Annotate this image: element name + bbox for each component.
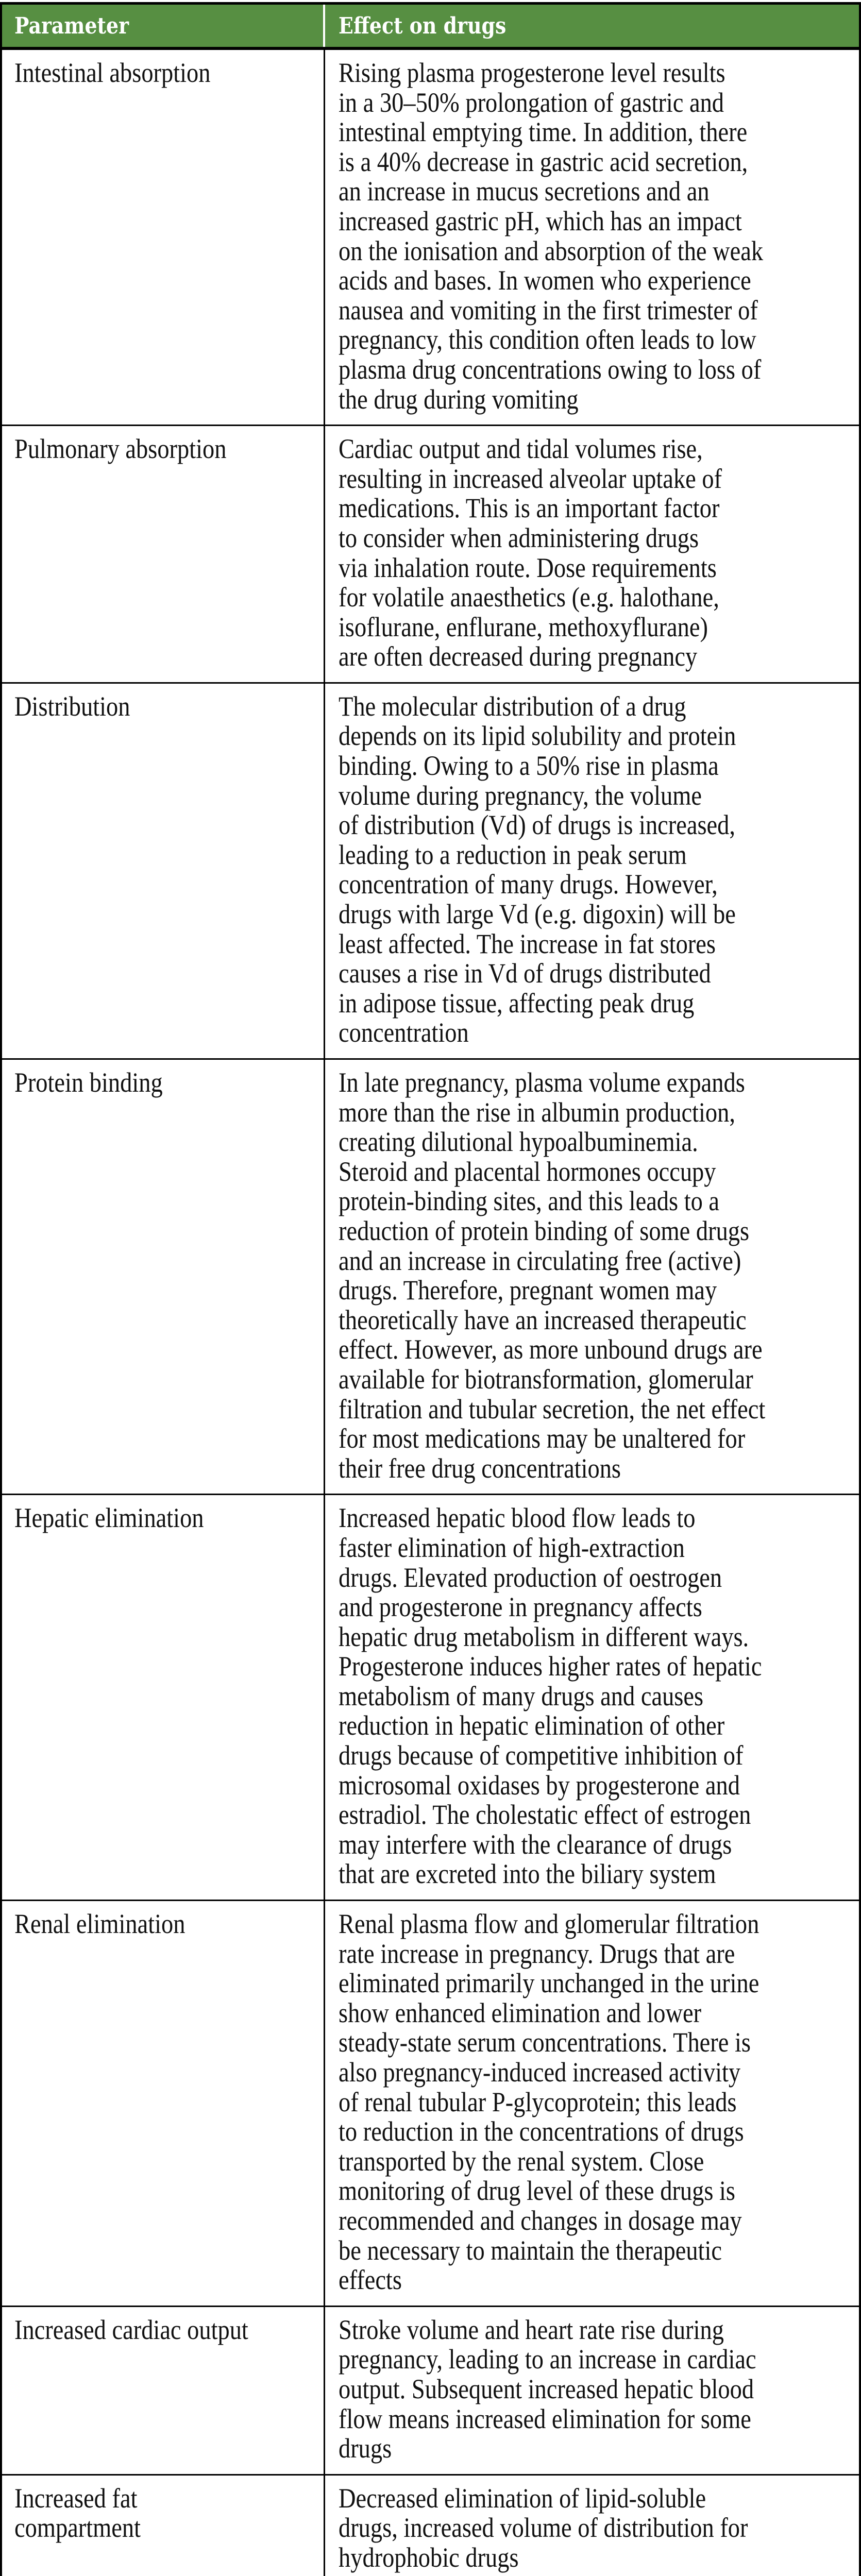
effect-text: in a 30–50% prolongation of gastric and (338, 87, 724, 118)
table-row (2, 426, 859, 683)
effect-line (339, 2176, 859, 2206)
effect-text: to consider when administering drugs (338, 522, 699, 553)
table-row (2, 1901, 859, 2307)
effect-text: hydrophobic drugs (338, 2541, 519, 2573)
effect-line (339, 1622, 859, 1652)
effect-line (339, 840, 859, 870)
effect-line (339, 1711, 859, 1741)
parameter-cell (2, 1059, 324, 1495)
effect-line (339, 1395, 859, 1425)
effect-line (339, 929, 859, 959)
effect-text: creating dilutional hypoalbuminemia. (338, 1126, 698, 1158)
effect-text: that are excreted into the biliary system (338, 1858, 716, 1890)
effect-line (339, 721, 859, 751)
effect-line (339, 900, 859, 929)
effect-line (339, 464, 859, 494)
effect-text: Rising plasma progesterone level results (338, 57, 725, 88)
effect-line (339, 1939, 859, 1969)
effect-line (339, 2147, 859, 2177)
effect-line (339, 2513, 859, 2543)
effect-line (339, 1563, 859, 1593)
parameter-text: Hepatic elimination (14, 1502, 204, 1534)
effect-text: Renal plasma flow and glomerular filtration (338, 1908, 759, 1940)
effect-line (339, 1998, 859, 2028)
effect-text: theoretically have an increased therapeutic (338, 1304, 747, 1335)
effect-cell (324, 1059, 859, 1495)
effect-text: medications. This is an important factor (338, 493, 719, 524)
effect-text: available for biotransformation, glomerular (338, 1363, 753, 1395)
effect-cell (324, 683, 859, 1059)
effect-text: nausea and vomiting in the first trimester of (338, 294, 758, 326)
parameter-cell (2, 2306, 324, 2475)
effect-text: flow means increased elimination for some (338, 2403, 751, 2434)
parameter-line (14, 2484, 324, 2514)
effect-line (339, 2315, 859, 2345)
effect-line (339, 810, 859, 840)
effect-line (339, 1682, 859, 1711)
effect-text: and progesterone in pregnancy affects (338, 1591, 702, 1623)
effect-line (339, 583, 859, 613)
effect-text: resulting in increased alveolar uptake of (338, 463, 722, 494)
effect-line (339, 1187, 859, 1216)
effect-text: depends on its lipid solubility and protein (338, 720, 736, 752)
drug-effects-table (0, 2, 861, 2576)
column-header-effect (324, 5, 859, 48)
header-row (2, 5, 859, 48)
effect-line (339, 751, 859, 781)
effect-text: Steroid and placental hormones occupy (338, 1156, 716, 1187)
effect-line (339, 692, 859, 722)
effect-line (339, 2543, 859, 2573)
effect-text: output. Subsequent increased hepatic blood (338, 2373, 754, 2404)
effect-text: recommended and changes in dosage may (338, 2205, 742, 2236)
effect-line (339, 1068, 859, 1098)
effect-text: increased gastric pH, which has an impact (338, 205, 742, 236)
parameter-text: Pulmonary absorption (14, 433, 227, 465)
effect-line (339, 1365, 859, 1395)
effect-line (339, 1424, 859, 1454)
effect-line (339, 2028, 859, 2058)
effect-line (339, 1276, 859, 1306)
table (2, 5, 859, 2576)
effect-text: transported by the renal system. Close (338, 2145, 704, 2177)
effect-text: microsomal oxidases by progesterone and (338, 1769, 740, 1801)
effect-text: faster elimination of high-extraction (338, 1532, 685, 1563)
parameter-text: Increased cardiac output (14, 2314, 248, 2345)
effect-line (339, 553, 859, 583)
effect-text: be necessary to maintain the therapeutic (338, 2234, 722, 2266)
effect-text: their free drug concentrations (338, 1452, 621, 1484)
effect-line (339, 88, 859, 118)
effect-line (339, 1741, 859, 1771)
parameter-line (14, 1909, 324, 1939)
table-row (2, 683, 859, 1059)
effect-line (339, 325, 859, 355)
effect-cell (324, 1901, 859, 2307)
effect-line (339, 1454, 859, 1484)
parameter-text: compartment (14, 2512, 141, 2544)
effect-text: are often decreased during pregnancy (338, 641, 697, 672)
effect-line (339, 296, 859, 326)
effect-line (339, 959, 859, 989)
effect-text: Progesterone induces higher rates of hepatic (338, 1651, 762, 1682)
parameter-line (14, 434, 324, 464)
effect-text: estradiol. The cholestatic effect of estrogen (338, 1799, 751, 1831)
effect-line (339, 1098, 859, 1128)
effect-text: metabolism of many drugs and causes (338, 1680, 703, 1711)
effect-line (339, 1335, 859, 1365)
effect-text: Stroke volume and heart rate rise during (338, 2314, 724, 2345)
effect-text: to reduction in the concentrations of drugs (338, 2116, 744, 2147)
effect-text: plasma drug concentrations owing to loss of (338, 353, 761, 385)
effect-line (339, 2265, 859, 2295)
parameter-cell (2, 1495, 324, 1901)
effect-text: drugs. Elevated production of oestrogen (338, 1562, 722, 1593)
effect-text: volume during pregnancy, the volume (338, 779, 702, 811)
effect-line (339, 355, 859, 385)
effect-text: drugs because of competitive inhibition of (338, 1740, 743, 1771)
effect-text: concentration (338, 1017, 469, 1048)
effect-line (339, 1157, 859, 1187)
effect-line (339, 989, 859, 1019)
effect-text: causes a rise in Vd of drugs distributed (338, 958, 711, 989)
effect-cell (324, 426, 859, 683)
effect-text: show enhanced elimination and lower (338, 1997, 701, 2028)
effect-text: and an increase in circulating free (active) (338, 1245, 741, 1276)
table-row (2, 1495, 859, 1901)
effect-text: an increase in mucus secretions and an (338, 176, 710, 207)
effect-line (339, 2375, 859, 2404)
effect-line (339, 1969, 859, 1998)
parameter-line (14, 2513, 324, 2543)
effect-text: of distribution (Vd) of drugs is increased, (338, 809, 735, 841)
effect-line (339, 2058, 859, 2088)
parameter-line (14, 2315, 324, 2345)
effect-cell (324, 48, 859, 426)
effect-line (339, 494, 859, 523)
effect-line (339, 117, 859, 147)
effect-line (339, 1859, 859, 1889)
effect-line (339, 177, 859, 207)
parameter-cell (2, 1901, 324, 2307)
effect-text: least affected. The increase in fat stores (338, 928, 716, 959)
effect-line (339, 523, 859, 553)
effect-text: binding. Owing to a 50% rise in plasma (338, 750, 719, 782)
column-header-effect-label: Effect on drugs (339, 12, 507, 39)
effect-line (339, 1246, 859, 1276)
effect-line (339, 2117, 859, 2147)
effect-text: leading to a reduction in peak serum (338, 839, 687, 870)
parameter-text: Protein binding (14, 1067, 163, 1098)
effect-text: the drug during vomiting (338, 383, 579, 415)
effect-text: eliminated primarily unchanged in the urine (338, 1968, 759, 1999)
effect-text: of renal tubular P-glycoprotein; this leads (338, 2086, 737, 2117)
effect-text: effect. However, as more unbound drugs are (338, 1334, 763, 1365)
effect-line (339, 1909, 859, 1939)
effect-text: concentration of many drugs. However, (338, 869, 718, 900)
effect-line (339, 1127, 859, 1157)
effect-text: acids and bases. In women who experience (338, 265, 751, 296)
effect-line (339, 642, 859, 672)
effect-text: hepatic drug metabolism in different ways. (338, 1621, 749, 1652)
table-body (2, 48, 859, 2576)
effect-text: via inhalation route. Dose requirements (338, 552, 717, 583)
parameter-line (14, 1068, 324, 1098)
effect-text: pregnancy, leading to an increase in cardiac (338, 2344, 756, 2375)
effect-text: Decreased elimination of lipid-soluble (338, 2482, 706, 2514)
effect-line (339, 2206, 859, 2236)
effect-text: monitoring of drug level of these drugs is (338, 2175, 735, 2207)
table-row (2, 2306, 859, 2475)
effect-text: In late pregnancy, plasma volume expands (338, 1067, 745, 1098)
effect-line (339, 2404, 859, 2434)
effect-cell (324, 2306, 859, 2475)
effect-text: steady-state serum concentrations. There is (338, 2027, 751, 2058)
effect-text: drugs (338, 2433, 392, 2464)
parameter-line (14, 692, 324, 722)
effect-text: drugs. Therefore, pregnant women may (338, 1275, 717, 1306)
effect-text: for most medications may be unaltered for (338, 1423, 745, 1454)
effect-text: for volatile anaesthetics (e.g. halothane, (338, 582, 719, 613)
effect-line (339, 236, 859, 266)
effect-line (339, 1216, 859, 1246)
effect-text: drugs with large Vd (e.g. digoxin) will be (338, 899, 736, 930)
effect-text: in adipose tissue, affecting peak drug (338, 987, 694, 1019)
parameter-cell (2, 683, 324, 1059)
parameter-text: Increased fat (14, 2482, 138, 2514)
effect-text: is a 40% decrease in gastric acid secretion, (338, 146, 748, 177)
effect-text: isoflurane, enflurane, methoxyflurane) (338, 611, 708, 642)
effect-text: also pregnancy-induced increased activity (338, 2057, 740, 2088)
effect-line (339, 2236, 859, 2266)
effect-text: reduction of protein binding of some drugs (338, 1215, 749, 1246)
parameter-line (14, 1503, 324, 1533)
effect-line (339, 1592, 859, 1622)
effect-text: filtration and tubular secretion, the net effect (338, 1393, 765, 1425)
effect-text: protein-binding sites, and this leads to a (338, 1185, 719, 1217)
parameter-cell (2, 426, 324, 683)
effect-text: The molecular distribution of a drug (338, 690, 686, 722)
effect-line (339, 613, 859, 642)
effect-line (339, 781, 859, 811)
parameter-text: Intestinal absorption (14, 57, 211, 88)
effect-text: effects (338, 2264, 402, 2296)
effect-line (339, 1503, 859, 1533)
effect-text: Cardiac output and tidal volumes rise, (338, 433, 703, 465)
effect-text: on the ionisation and absorption of the weak (338, 235, 763, 266)
effect-text: reduction in hepatic elimination of other (338, 1710, 724, 1741)
table-row (2, 48, 859, 426)
effect-line (339, 266, 859, 296)
effect-text: pregnancy, this condition often leads to low (338, 324, 756, 355)
column-header-parameter-label: Parameter (14, 12, 129, 39)
effect-text: drugs, increased volume of distribution for (338, 2512, 748, 2544)
effect-line (339, 434, 859, 464)
effect-line (339, 1652, 859, 1682)
effect-text: may interfere with the clearance of drugs (338, 1828, 732, 1860)
parameter-cell (2, 48, 324, 426)
parameter-line (14, 58, 324, 88)
effect-line (339, 1306, 859, 1335)
table-row (2, 1059, 859, 1495)
effect-line (339, 385, 859, 415)
effect-line (339, 2088, 859, 2117)
effect-text: Increased hepatic blood flow leads to (338, 1502, 695, 1534)
effect-line (339, 2345, 859, 2375)
effect-line (339, 58, 859, 88)
effect-line (339, 1800, 859, 1830)
effect-text: intestinal emptying time. In addition, there (338, 116, 747, 148)
effect-cell (324, 2475, 859, 2576)
parameter-text: Renal elimination (14, 1908, 185, 1940)
effect-line (339, 207, 859, 236)
effect-line (339, 870, 859, 900)
parameter-text: Distribution (14, 690, 130, 722)
table-row (2, 2475, 859, 2576)
effect-line (339, 1830, 859, 1860)
effect-line (339, 1533, 859, 1563)
column-header-parameter (2, 5, 324, 48)
effect-line (339, 1771, 859, 1801)
effect-line (339, 2434, 859, 2464)
effect-cell (324, 1495, 859, 1901)
effect-text: more than the rise in albumin production, (338, 1096, 735, 1128)
effect-line (339, 147, 859, 177)
effect-line (339, 2484, 859, 2514)
effect-text: rate increase in pregnancy. Drugs that are (338, 1938, 735, 1969)
parameter-cell (2, 2475, 324, 2576)
effect-line (339, 1018, 859, 1048)
table-header (2, 5, 859, 48)
